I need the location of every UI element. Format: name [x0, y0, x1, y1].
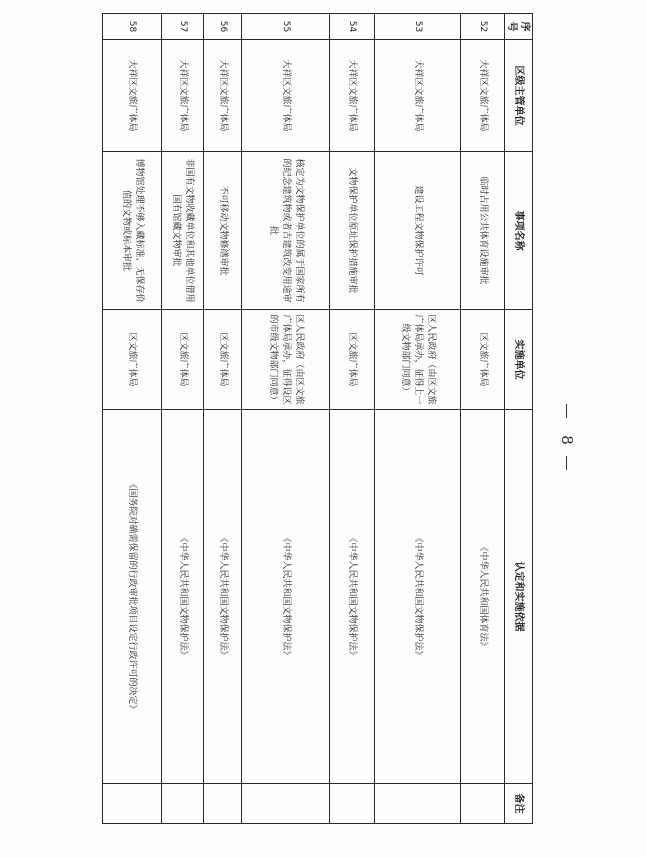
cell-impl: 区文旅广体局 [204, 310, 242, 410]
page-number-dash-bottom [566, 456, 567, 470]
cell-remark [242, 784, 330, 824]
cell-seq: 53 [375, 14, 461, 40]
table-row [103, 14, 162, 824]
header-item: 事项名称 [505, 152, 533, 310]
cell-remark [162, 784, 204, 824]
header-remark: 备注 [505, 784, 533, 824]
cell-basis: 《中华人民共和国体育法》 [461, 410, 505, 784]
header-impl: 实施单位 [505, 310, 533, 410]
cell-dept: 大祥区文旅广体局 [204, 40, 242, 152]
approval-items-table [102, 13, 533, 824]
cell-item: 非国有文物收藏单位和其他单位借用国有馆藏文物审批 [162, 152, 204, 310]
cell-item: 建设工程文物保护许可 [375, 152, 461, 310]
cell-seq: 57 [162, 14, 204, 40]
cell-dept: 大祥区文旅广体局 [103, 40, 162, 152]
cell-impl: 区文旅广体局 [162, 310, 204, 410]
table-row [204, 14, 242, 824]
cell-remark [103, 784, 162, 824]
table-row [375, 14, 461, 824]
header-basis: 认定和实施依据 [505, 410, 533, 784]
cell-basis: 《中华人民共和国文物保护法》 [375, 410, 461, 784]
cell-seq: 52 [461, 14, 505, 40]
cell-seq: 58 [103, 14, 162, 40]
cell-item: 临时占用公共体育设施审批 [461, 152, 505, 310]
table-row [461, 14, 505, 824]
cell-remark [204, 784, 242, 824]
table-row [330, 14, 375, 824]
cell-dept: 大祥区文旅广体局 [242, 40, 330, 152]
cell-remark [375, 784, 461, 824]
cell-basis: 《中华人民共和国文物保护法》 [162, 410, 204, 784]
header-seq: 序号 [505, 14, 533, 40]
cell-impl: 区人民政府（由区文旅广体局承办，征得设区的市级文物部门同意） [242, 310, 330, 410]
cell-seq: 55 [242, 14, 330, 40]
cell-impl: 区文旅广体局 [103, 310, 162, 410]
page-number: 8 [558, 435, 576, 445]
cell-item: 不可移动文物修缮审批 [204, 152, 242, 310]
header-dept: 区级主管单位 [505, 40, 533, 152]
cell-impl: 区人民政府（由区文旅广体局承办，征得上一级文物部门同意） [375, 310, 461, 410]
cell-dept: 大祥区文旅广体局 [375, 40, 461, 152]
table-header-row [505, 14, 533, 824]
cell-remark [461, 784, 505, 824]
page-number-dash-top [566, 404, 567, 418]
cell-dept: 大祥区文旅广体局 [162, 40, 204, 152]
cell-remark [330, 784, 375, 824]
rotated-table-container [103, 13, 533, 823]
cell-dept: 大祥区文旅广体局 [461, 40, 505, 152]
cell-basis: 《中华人民共和国文物保护法》 [242, 410, 330, 784]
cell-basis: 《国务院对确需保留的行政审批项目设定行政许可的决定》 [103, 410, 162, 784]
table-row [162, 14, 204, 824]
cell-seq: 54 [330, 14, 375, 40]
cell-impl: 区文旅广体局 [461, 310, 505, 410]
cell-basis: 《中华人民共和国文物保护法》 [330, 410, 375, 784]
cell-seq: 56 [204, 14, 242, 40]
cell-item: 文物保护单位原址保护措施审批 [330, 152, 375, 310]
cell-basis: 《中华人民共和国文物保护法》 [204, 410, 242, 784]
table-row [242, 14, 330, 824]
cell-item: 核定为文物保护单位的属于国家所有的纪念建筑物或者古建筑改变用途审批 [242, 152, 330, 310]
cell-impl: 区文旅广体局 [330, 310, 375, 410]
cell-dept: 大祥区文旅广体局 [330, 40, 375, 152]
cell-item: 博物馆处理不够入藏标准、无保存价值的文物或标本审批 [103, 152, 162, 310]
